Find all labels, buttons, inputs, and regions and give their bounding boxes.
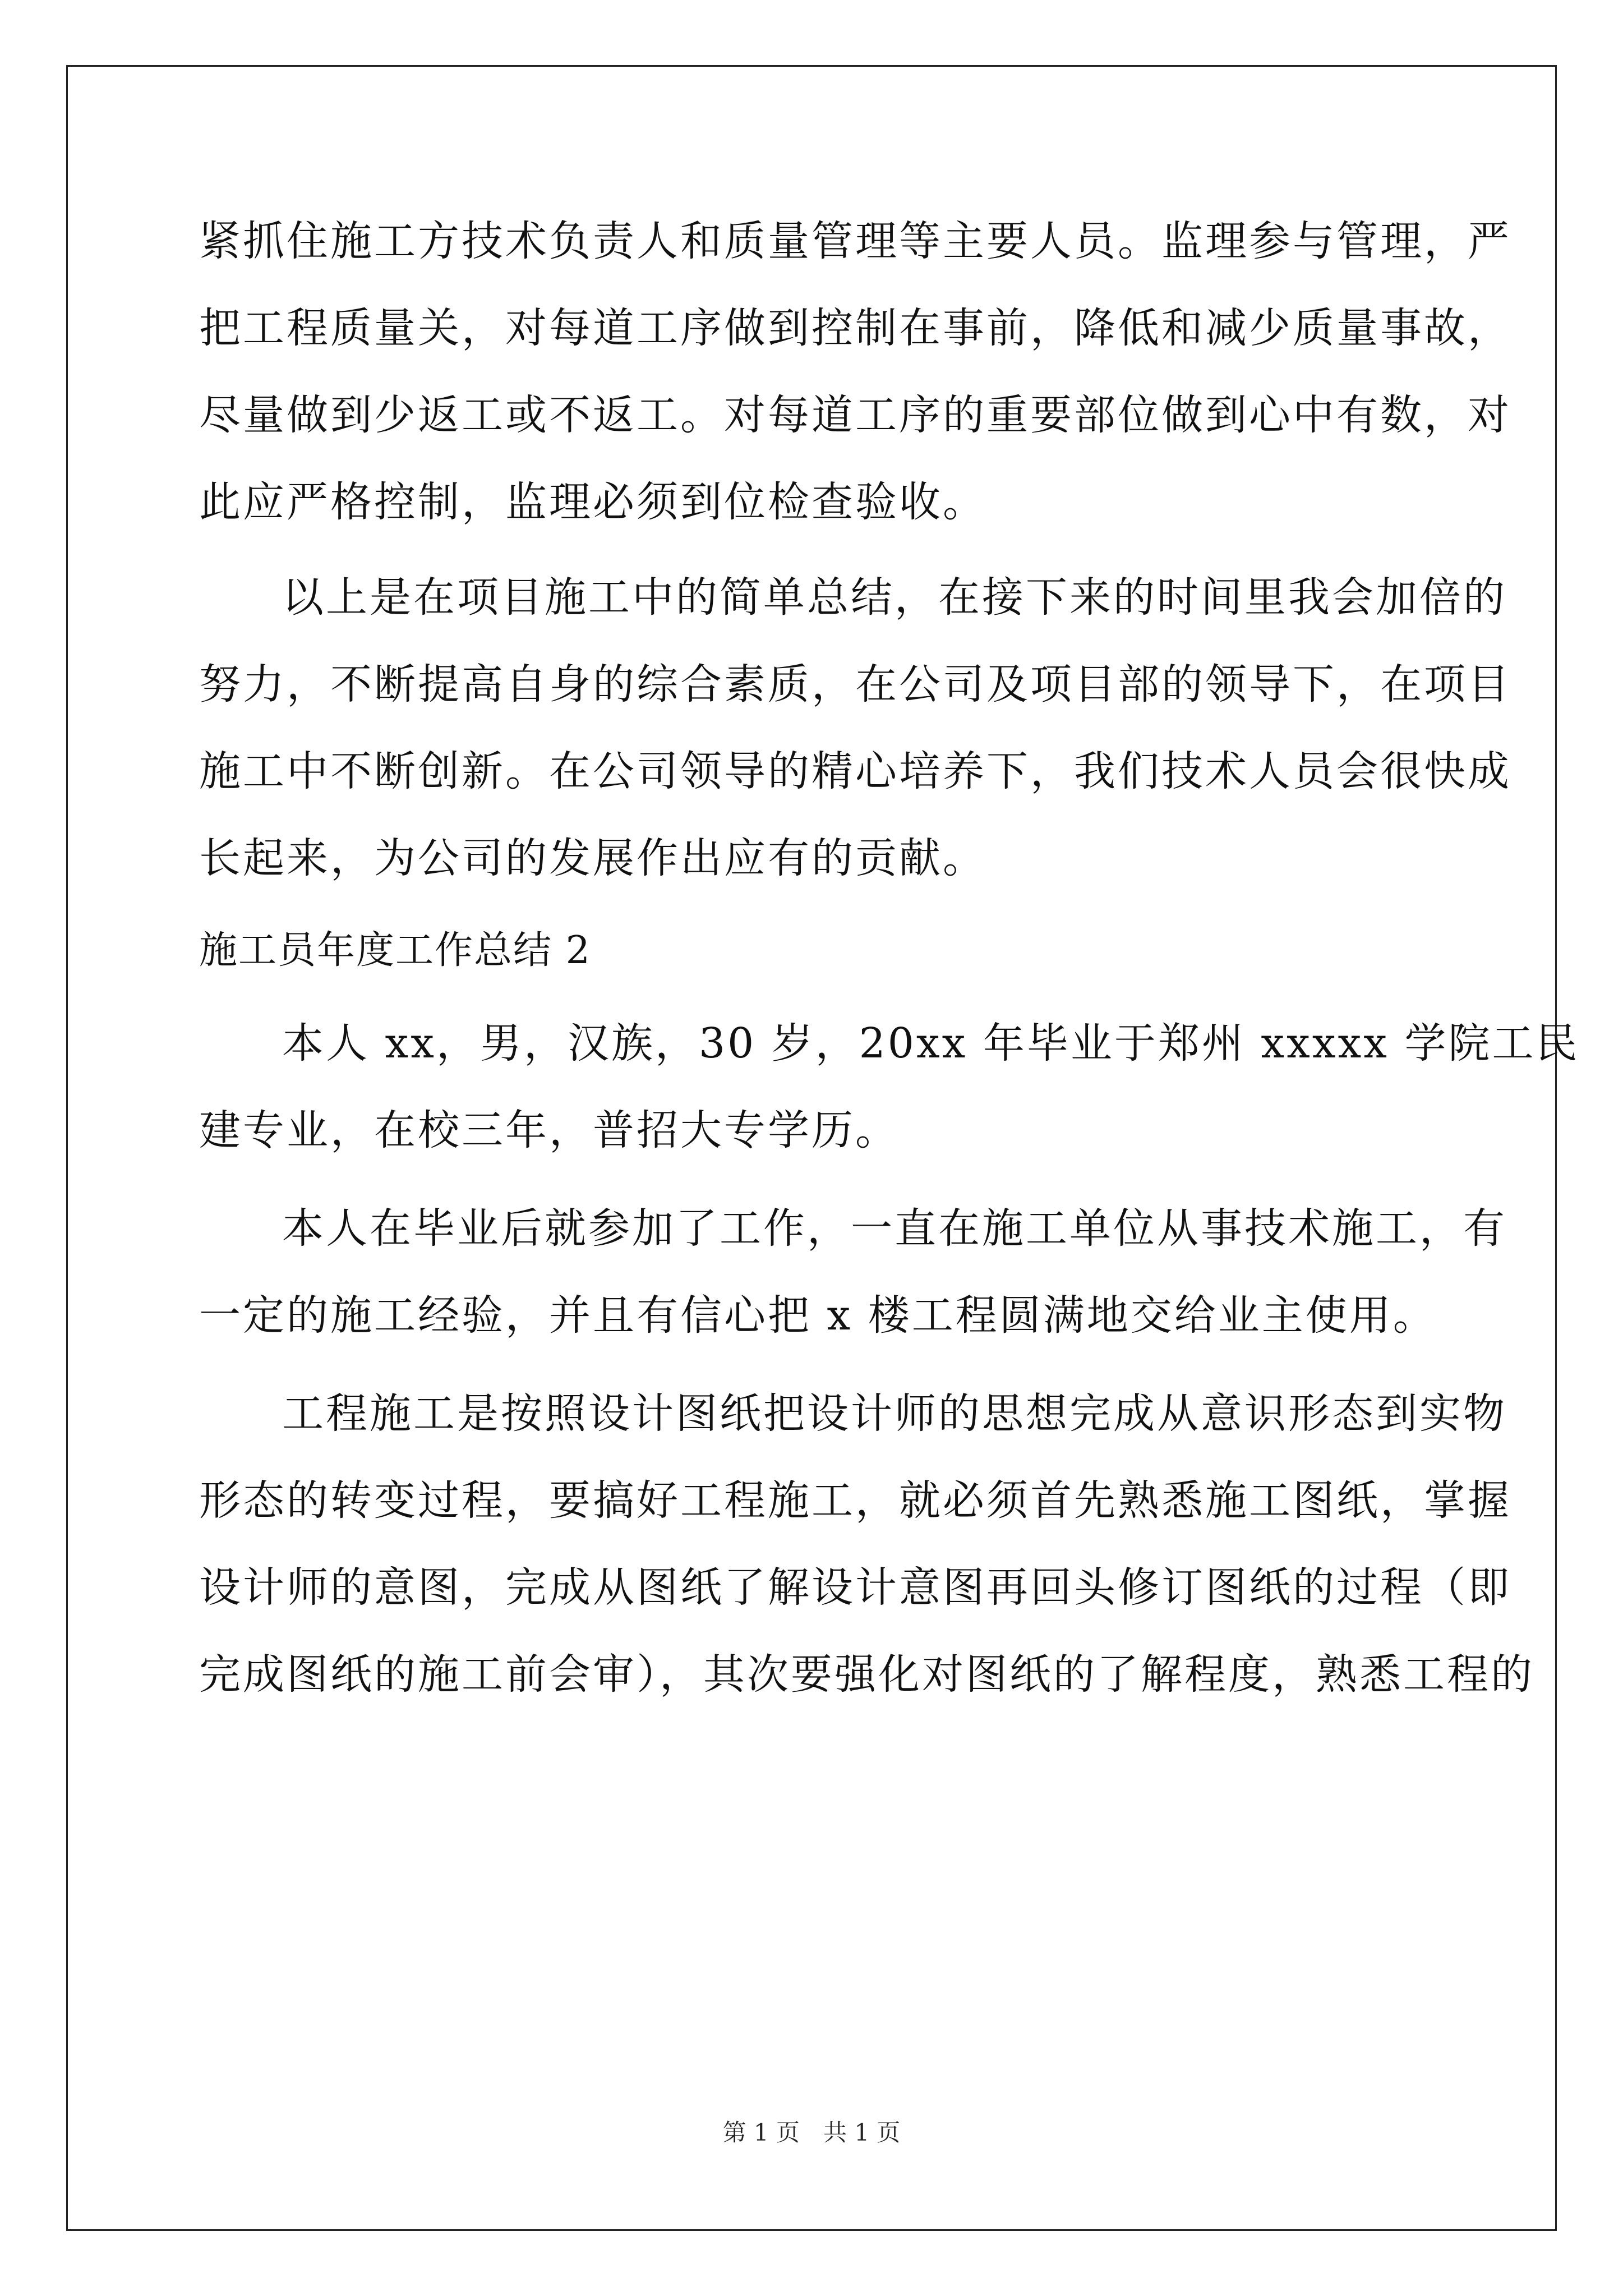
paragraph-line: 一定的施工经验，并且有信心把 x 楼工程圆满地交给业主使用。 [199, 1291, 1437, 1340]
paragraph-line: 工程施工是按照设计图纸把设计师的思想完成从意识形态到实物 [282, 1389, 1507, 1438]
paragraph-line: 设计师的意图，完成从图纸了解设计意图再回头修订图纸的过程（即 [199, 1563, 1511, 1612]
paragraph-line: 尽量做到少返工或不返工。对每道工序的重要部位做到心中有数，对 [199, 391, 1511, 439]
section-title: 施工员年度工作总结 2 [199, 928, 591, 973]
paragraph-line: 以上是在项目施工中的简单总结，在接下来的时间里我会加倍的 [282, 573, 1507, 622]
paragraph-line: 施工中不断创新。在公司领导的精心培养下，我们技术人员会很快成 [199, 747, 1511, 795]
paragraph-line: 本人在毕业后就参加了工作，一直在施工单位从事技术施工，有 [282, 1204, 1507, 1253]
paragraph-line: 努力，不断提高自身的综合素质，在公司及项目部的领导下，在项目 [199, 660, 1511, 708]
paragraph-line: 完成图纸的施工前会审），其次要强化对图纸的了解程度，熟悉工程的 [199, 1650, 1534, 1699]
paragraph-line: 此应严格控制，监理必须到位检查验收。 [199, 478, 986, 526]
paragraph-line: 长起来，为公司的发展作出应有的贡献。 [199, 834, 986, 882]
paragraph-line: 本人 xx，男，汉族，30 岁，20xx 年毕业于郑州 xxxxx 学院工民 [282, 1019, 1580, 1068]
page-number-footer: 第 1 页 共 1 页 [722, 2119, 901, 2146]
paragraph-line: 形态的转变过程，要搞好工程施工，就必须首先熟悉施工图纸，掌握 [199, 1476, 1511, 1525]
paragraph-line: 把工程质量关，对每道工序做到控制在事前，降低和减少质量事故， [199, 304, 1511, 352]
paragraph-line: 紧抓住施工方技术负责人和质量管理等主要人员。监理参与管理，严 [199, 217, 1511, 265]
paragraph-line: 建专业，在校三年，普招大专学历。 [199, 1106, 899, 1154]
